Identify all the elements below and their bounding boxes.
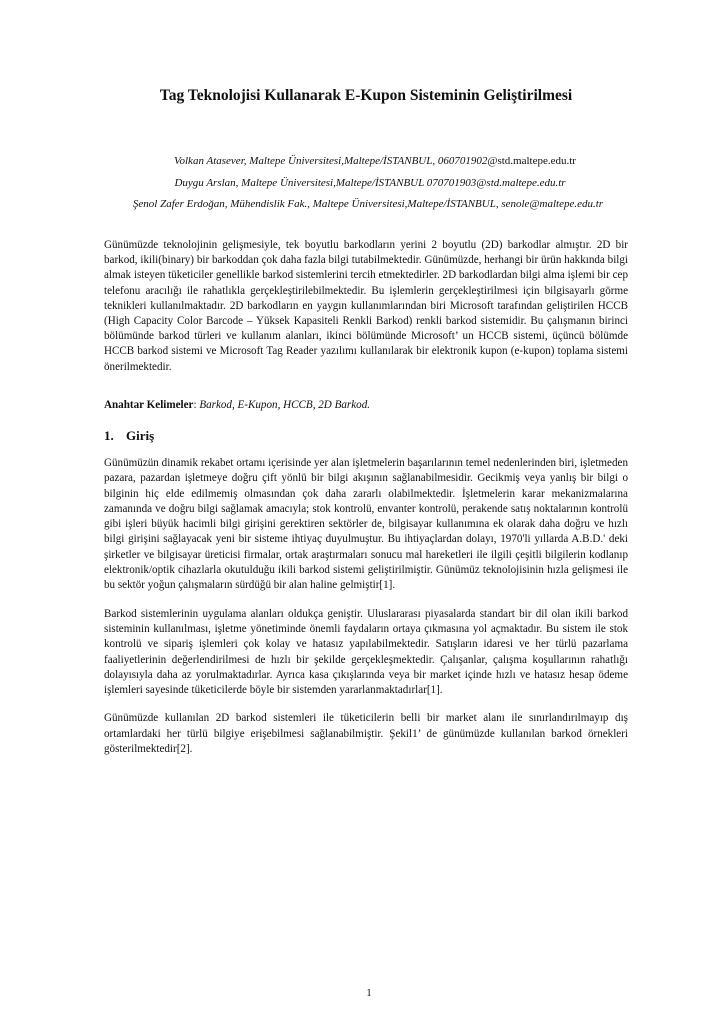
author-line-2: Duygu Arslan, Maltepe Üniversitesi,Maltepe/İSTANBUL 070701903@std.maltepe.edu.tr bbox=[174, 176, 566, 189]
section-heading bbox=[104, 428, 154, 443]
keywords bbox=[104, 398, 628, 413]
author-line-1 bbox=[0, 151, 728, 173]
section-title: Giriş bbox=[126, 428, 155, 443]
author-1-text: Volkan Atasever, Maltepe Üniversitesi,Maltepe/İSTANBUL, 060701902@ bbox=[174, 155, 498, 167]
abstract: Günümüzde teknolojinin gelişmesiyle, tek boyutlu barkodların yerini 2 boyutlu (2D) barkodlar almıştır. 2D bir barkod, ikili(binary) bir barkoddan çok daha fazla bilgi tutabilmektedir. Günümüzde, herhangi bir ürün hakkında bilgi almak isteyen tüketiciler genellikle barkod sistemlerini tercih etmektedirler. 2D barkodlardan bilgi alma işlemi bir cep telefonu aracılığı ile rahatlıkla gerçekleştirilebilmektedir. Bu işlemlerin gerçekleştirilmesi için bilgisayarlı görme teknikleri kullanılmaktadır. 2D barkodların en yaygın kullanımlarından biri Microsoft tarafından geliştirilen HCCB (High Capacity Color Barcode – Yüksek Kapasiteli Renkli Barkod) renkli barkod sistemidir. Bu çalışmanın birinci bölümünde barkod türleri ve kullanım alanları, ikinci bölümünde Microsoft’ un HCCB sistemi, üçüncü bölümde HCCB barkod sistemi ve Microsoft Tag Reader yazılımı kullanılarak bir elektronik kupon (e-kupon) toplama sistemi önerilmektedir. bbox=[104, 239, 629, 373]
section-number: 1. bbox=[104, 428, 114, 443]
section-body bbox=[104, 456, 628, 770]
paragraph-3: Günümüzde kullanılan 2D barkod sistemleri ile tüketicilerin belli bir market alanı ile sınırlandırılmayıp dış ortamlardaki her türlü bilgiye erişebilmesi sağlanabilmiştir. Şekil1’ de günümüzde kullanılan barkod örnekleri gösterilmektedir[2]. bbox=[104, 712, 628, 756]
keywords-separator: : bbox=[193, 399, 200, 411]
paper-title: Tag Teknolojisi Kullanarak E-Kupon Sisteminin Geliştirilmesi bbox=[159, 87, 573, 104]
author-line-3: Şenol Zafer Erdoğan, Mühendislik Fak., Maltepe Üniversitesi,Maltepe/İSTANBUL, senole@maltepe.edu.tr bbox=[132, 198, 604, 210]
keywords-label: Anahtar Kelimeler bbox=[104, 399, 194, 411]
paragraph-2: Barkod sistemlerinin uygulama alanları oldukça geniştir. Uluslararası piyasalarda standart bir dil olan ikili barkod sisteminin kullanılması, işletme yönetiminde önemli faydaların ortaya çıkmasına yol açmaktadır. Bu sistem ile stok kontrolü ve sipariş işlemleri çok kolay ve hatasız yapılabilmektedir. Satışların idaresi ve her türlü pazarlama faaliyetlerinin değerlendirilmesi de hızlı bir şekilde gerçekleşmektedir. Çalışanlar, çalışma koşullarının rahatlığı dolayısıyla daha az yorulmaktadırlar. Ayrıca kasa çıkışlarında veya bir market içinde hızlı ve hatasız hesap ödeme işlemleri sayesinde tüketicilerde böyle bir sistemden yararlanmaktadırlar[1]. bbox=[104, 607, 628, 697]
paragraph-1: Günümüzün dinamik rekabet ortamı içerisinde yer alan işletmelerin başarılarının temel nedenlerinden biri, işletmeden pazara, pazardan işletmeye doğru çift yönlü bir bilgi akışının sağlanabilmesidir. Gecikmiş veya yanlış bir bilgi o bilginin hiç elde edilmemiş olmasından çok daha zararlı olabilmektedir. İşletmelerin karar mekanizmalarına zamanında ve doğru bilgi sağlamak amacıyla; stok kontrolü, envanter kontrolü, perakende satış noktalarının kontrolü gibi işleri büyük hacimli bilgi girişini gerektiren sektörler de, bilgisayar kullanımına ek olarak daha doğru ve hızlı bilgi girişini sağlayacak yeni bir sisteme ihtiyaç duyulmuştur. Bu ihtiyaçlardan dolayı, 1970'li yıllarda A.B.D.' deki şirketler ve bilgisayar üreticisi firmalar, ortak araştırmaları sonucu mal hareketleri ile ilgili çeşitli bilgilerin kodlanıp elektronik/optik cihazlarla okutulduğu ikili barkod sistemi geliştirilmiştir. Günümüz teknolojisinin hızla gelişmesi ile bu sektör yoğun çalışmaların sürdüğü bir alan haline gelmiştir[1]. bbox=[104, 457, 628, 592]
author-1-email-domain: std.maltepe.edu.tr bbox=[497, 155, 576, 167]
keywords-list: Barkod, E-Kupon, HCCB, 2D Barkod. bbox=[199, 399, 371, 411]
page-number: 1 bbox=[366, 987, 372, 999]
author-list bbox=[0, 151, 728, 216]
